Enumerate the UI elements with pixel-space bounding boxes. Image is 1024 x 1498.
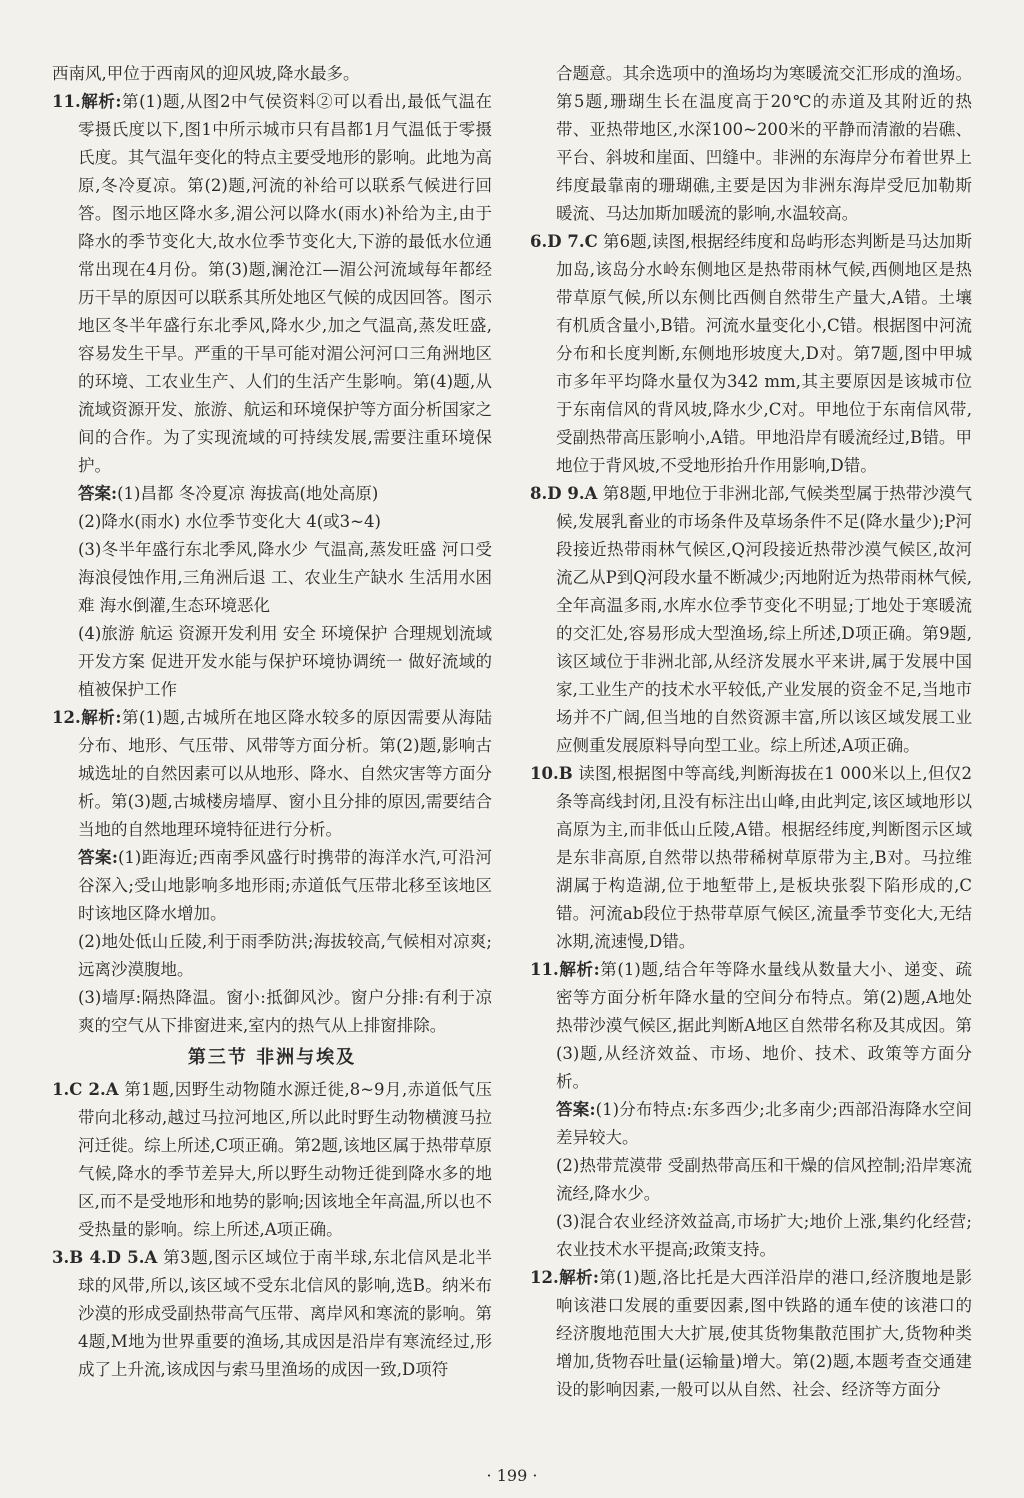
question-3-5 — [52, 1244, 492, 1384]
answer-label: 答案: — [78, 848, 118, 867]
question-12-right — [530, 1264, 972, 1404]
left-column — [52, 60, 492, 1384]
answer-line: (4)旅游 航运 资源开发利用 安全 环境保护 合理规划流域开发方案 促进开发水能与保护环境协调统一 做好流域的植被保护工作 — [78, 624, 492, 699]
paragraph: 西南风,甲位于西南风的迎风坡,降水最多。 — [52, 64, 360, 83]
analysis-text: 第(1)题,从图2中气侯资料②可以看出,最低气温在零摄氏度以下,图1中所示城市只有昌都1月气温低于零摄氏度。其气温年变化的特点主要受地形的影响。此地为高原,冬冷夏凉。第(2)题,河流的补给可以联系气候进行回答。图示地区降水多,湄公河以降水(雨水)补给为主,由于降水的季节变化大,故水位季节变化大,下游的最低水位通常出现在4月份。第(3)题,澜沧江—湄公河流域每年都经历干旱的原因可以联系其所处地区气候的成因回答。图示地区冬半年盛行东北季风,降水少,加之气温高,蒸发旺盛,容易发生干旱。严重的干旱可能对湄公河河口三角洲地区的环境、工农业生产、人们的生活产生影响。第(4)题,从流域资源开发、旅游、航运和环境保护等方面分析国家之间的合作。为了实现流域的可持续发展,需要注重环境保护。 — [78, 92, 492, 475]
answer-label: 答案: — [78, 484, 118, 503]
question-11 — [52, 88, 492, 480]
answer-line: (3)混合农业经济效益高,市场扩大;地价上涨,集约化经营;农业技术水平提高;政策支持。 — [556, 1212, 972, 1259]
question-text: 读图,根据图中等高线,判断海拔在1 000米以上,但仅2条等高线封闭,且没有标注出山峰,由此判定,该区域地形以高原为主,而非低山丘陵,A错。根据经纬度,判断图示区域是东非高原,自然带以热带稀树草原带为主,B对。马拉维湖属于构造湖,位于地堑带上,是板块张裂下陷形成的,C错。河流ab段位于热带草原气候区,流量季节变化大,无结冰期,流速慢,D错。 — [556, 764, 972, 951]
question-10 — [530, 760, 972, 956]
analysis-label: 解析: — [558, 1268, 599, 1287]
answer-line: (1)昌都 冬冷夏凉 海拔高(地处高原) — [117, 484, 379, 503]
answer-11 — [52, 480, 492, 508]
question-head: 8.D 9.A — [530, 484, 598, 503]
answer-12 — [52, 844, 492, 928]
question-text: 第1题,因野生动物随水源迁徙,8~9月,赤道低气压带向北移动,越过马拉河地区,所以此时野生动物横渡马拉河迁徙。综上所述,C项正确。第2题,该地区属于热带草原气候,降水的季节差异大,所以野生动物迁徙到降水多的地区,而不是受地形和地势的影响;因该地全年高温,所以也不受热量的影响。综上所述,A项正确。 — [78, 1080, 492, 1239]
question-number: 11. — [530, 960, 559, 979]
analysis-label: 解析: — [558, 960, 600, 979]
analysis-text: 第(1)题,结合年等降水量线从数量大小、递变、疏密等方面分析年降水量的空间分布特点。第(2)题,A地处热带沙漠气候区,据此判断A地区自然带名称及其成因。第(3)题,从经济效益、市场、地价、技术、政策等方面分析。 — [556, 960, 972, 1091]
question-head: 3.B 4.D 5.A — [52, 1248, 158, 1267]
paragraph: 合题意。其余选项中的渔场均为寒暖流交汇形成的渔场。第5题,珊瑚生长在温度高于20℃的赤道及其附近的热带、亚热带地区,水深100~200米的平静而清澈的岩礁、平台、斜坡和崖面、凹缝中。非洲的东海岸分布着世界上纬度最靠南的珊瑚礁,主要是因为非洲东海岸受厄加勒斯暖流、马达加斯加暖流的影响,水温较高。 — [556, 64, 972, 223]
answer-line: (3)墙厚:隔热降温。窗小:抵御风沙。窗户分排:有利于凉爽的空气从下排窗进来,室内的热气从上排窗排除。 — [78, 988, 492, 1035]
page-number: · 199 · — [486, 1466, 538, 1485]
analysis-label: 解析: — [80, 92, 122, 111]
answer-line: (2)地处低山丘陵,利于雨季防洪;海拔较高,气候相对凉爽;远离沙漠腹地。 — [78, 932, 492, 979]
answer-line: (2)热带荒漠带 受副热带高压和干燥的信风控制;沿岸寒流流经,降水少。 — [556, 1156, 972, 1203]
answer-line: (1)分布特点:东多西少;北多南少;西部沿海降水空间差异较大。 — [556, 1100, 972, 1147]
question-text: 第8题,甲地位于非洲北部,气候类型属于热带沙漠气候,发展乳畜业的市场条件及草场条件不足(降水量少);P河段接近热带雨林气候区,Q河段接近热带沙漠气候区,故河流乙从P到Q河段水量不断减少;丙地附近为热带雨林气候,全年高温多雨,水库水位季节变化不明显;丁地处于寒暖流的交汇处,容易形成大型渔场,综上所述,D项正确。第9题,该区域位于非洲北部,从经济发展水平来讲,属于发展中国家,工业生产的技术水平较低,产业发展的资金不足,当地市场并不广阔,但当地的自然资源丰富,所以该区域发展工业应侧重发展原料导向型工业。综上所述,A项正确。 — [556, 484, 972, 755]
question-head: 1.C 2.A — [52, 1080, 119, 1099]
question-head: 6.D 7.C — [530, 232, 598, 251]
answer-line: (1)距海近;西南季风盛行时携带的海洋水汽,可沿河谷深入;受山地影响多地形雨;赤道低气压带北移至该地区时该地区降水增加。 — [78, 848, 492, 923]
right-column — [530, 60, 972, 1404]
question-number: 12. — [530, 1268, 559, 1287]
question-number: 12. — [52, 708, 81, 727]
analysis-label: 解析: — [80, 708, 122, 727]
answer-11-right — [530, 1096, 972, 1152]
question-12 — [52, 704, 492, 844]
question-6-7 — [530, 228, 972, 480]
answer-line: (3)冬半年盛行东北季风,降水少 气温高,蒸发旺盛 河口受海浪侵蚀作用,三角洲后退 工、农业生产缺水 生活用水困难 海水倒灌,生态环境恶化 — [78, 540, 492, 615]
answer-line: (2)降水(雨水) 水位季节变化大 4(或3~4) — [78, 512, 381, 531]
question-1-2 — [52, 1076, 492, 1244]
analysis-text: 第(1)题,古城所在地区降水较多的原因需要从海陆分布、地形、气压带、风带等方面分析。第(2)题,影响古城选址的自然因素可以从地形、降水、自然灾害等方面分析。第(3)题,古城楼房墙厚、窗小且分排的原因,需要结合当地的自然地理环境特征进行分析。 — [78, 708, 492, 839]
question-text: 第3题,图示区域位于南半球,东北信风是北半球的风带,所以,该区域不受东北信风的影响,选B。纳米布沙漠的形成受副热带高气压带、离岸风和寒流的影响。第4题,M地为世界重要的渔场,其成因是沿岸有寒流经过,形成了上升流,该成因与索马里渔场的成因一致,D项符 — [78, 1248, 492, 1379]
question-11-right — [530, 956, 972, 1096]
answer-label: 答案: — [556, 1100, 596, 1119]
question-number: 11. — [52, 92, 81, 111]
question-text: 第6题,读图,根据经纬度和岛屿形态判断是马达加斯加岛,该岛分水岭东侧地区是热带雨林气候,西侧地区是热带草原气候,所以东侧比西侧自然带生产量大,A错。土壤有机质含量小,B错。河流水量变化小,C错。根据图中河流分布和长度判断,东侧地形坡度大,D对。第7题,图中甲城市多年平均降水量仅为342 mm,其主要原因是该城市位于东南信风的背风坡,降水少,C对。甲地位于东南信风带,受副热带高压影响小,A错。甲地沿岸有暖流经过,B错。甲地位于背风坡,不受地形抬升作用影响,D错。 — [556, 232, 972, 475]
question-8-9 — [530, 480, 972, 760]
analysis-text: 第(1)题,洛比托是大西洋沿岸的港口,经济腹地是影响该港口发展的重要因素,图中铁路的通车使的该港口的经济腹地范围大大扩展,使其货物集散范围扩大,货物种类增加,货物吞吐量(运输量)增大。第(2)题,本题考查交通建设的影响因素,一般可以从自然、社会、经济等方面分 — [556, 1268, 972, 1399]
section-title: 第三节 非洲与埃及 — [187, 1047, 357, 1068]
question-head: 10.B — [530, 764, 573, 783]
